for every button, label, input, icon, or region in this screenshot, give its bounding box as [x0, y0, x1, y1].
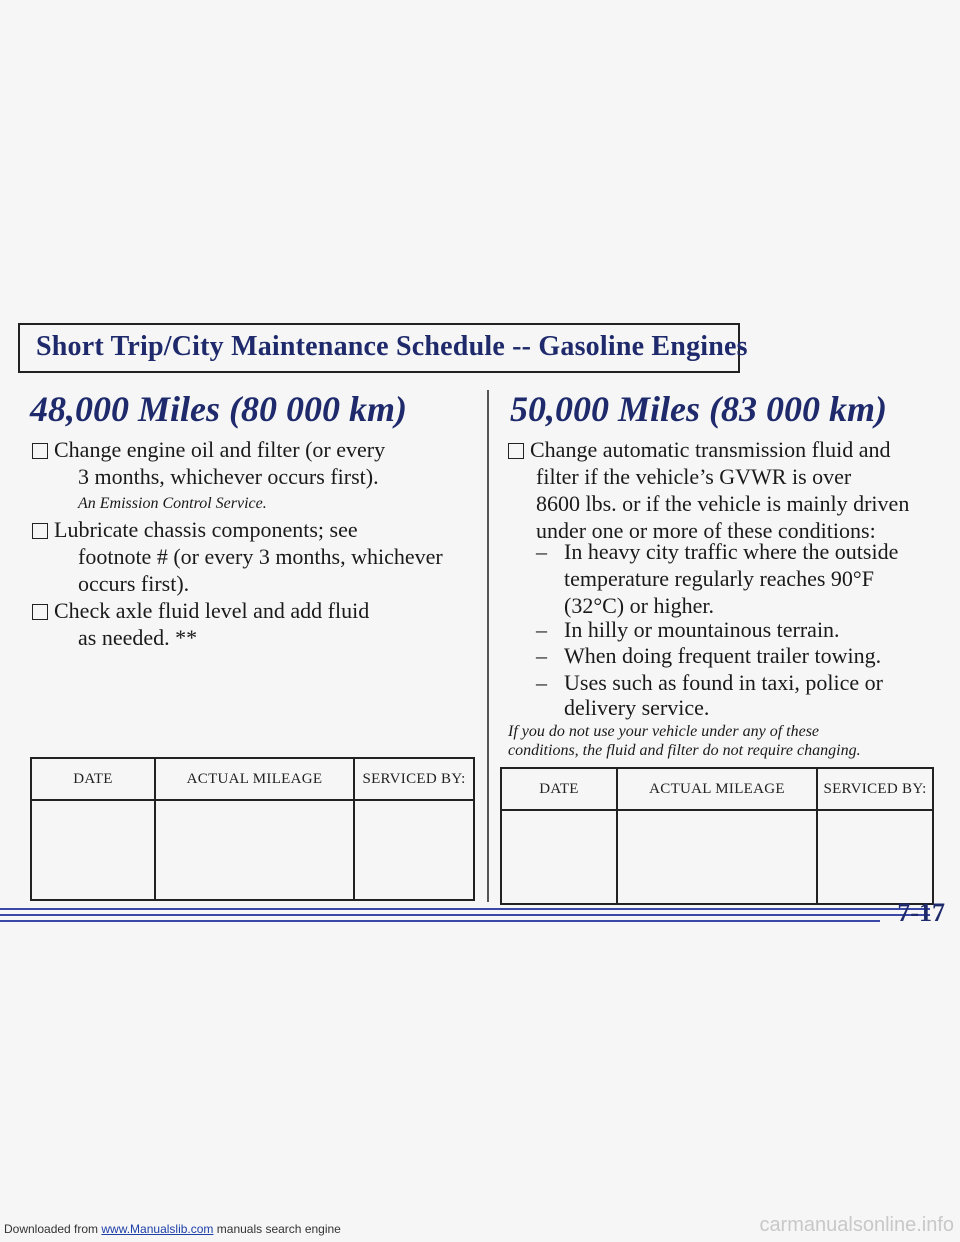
left-item-3-line1: Check axle fluid level and add fluid [32, 597, 369, 625]
right-item-line2: filter if the vehicle’s GVWR is over [536, 464, 852, 489]
table-cell-mileage[interactable] [617, 810, 817, 904]
table-cell-date[interactable] [31, 800, 155, 900]
footer-suffix: manuals search engine [213, 1222, 341, 1236]
table-header-date: DATE [31, 758, 155, 800]
right-item-line3: 8600 lbs. or if the vehicle is mainly driven [536, 491, 910, 516]
table-cell-mileage[interactable] [155, 800, 354, 900]
table-header-date: DATE [501, 768, 617, 810]
left-item-1-line1: Change engine oil and filter (or every [32, 436, 385, 464]
right-service-record-table [500, 767, 934, 905]
table-cell-serviced-by[interactable] [354, 800, 474, 900]
table-header-serviced-by: SERVICED BY: [817, 768, 933, 810]
right-note-line1: If you do not use your vehicle under any of these [508, 723, 820, 740]
left-mileage-heading: 48,000 Miles (80 000 km) [30, 389, 407, 429]
footer-prefix: Downloaded from [4, 1222, 102, 1236]
right-item-line4: under one or more of these conditions: [536, 518, 876, 543]
table-header-serviced-by: SERVICED BY: [354, 758, 474, 800]
right-note-line2: conditions, the fluid and filter do not require changing. [508, 742, 861, 759]
table-header-mileage: ACTUAL MILEAGE [617, 768, 817, 810]
left-note: An Emission Control Service. [78, 495, 267, 512]
table-header-mileage: ACTUAL MILEAGE [155, 758, 354, 800]
left-item-2-line3: occurs first). [78, 571, 190, 596]
bottom-rule-2 [0, 914, 930, 916]
condition-1-line1: – In heavy city traffic where the outside [536, 539, 899, 564]
left-service-record-table [30, 757, 475, 901]
condition-3: – When doing frequent trailer towing. [536, 643, 882, 668]
left-item-2-line1: Lubricate chassis components; see [32, 516, 358, 544]
left-item-1-line2: 3 months, whichever occurs first). [78, 464, 379, 489]
checkbox-icon[interactable] [508, 443, 524, 459]
condition-4-line1: – Uses such as found in taxi, police or [536, 670, 883, 695]
bottom-rule-3 [0, 920, 880, 922]
right-mileage-heading: 50,000 Miles (83 000 km) [510, 389, 887, 429]
checkbox-icon[interactable] [32, 604, 48, 620]
table-cell-date[interactable] [501, 810, 617, 904]
right-item-line1: Change automatic transmission fluid and [508, 436, 891, 464]
watermark: carmanualsonline.info [759, 1214, 954, 1236]
manualslib-link[interactable]: www.Manualslib.com [101, 1222, 214, 1236]
left-item-2-line2: footnote # (or every 3 months, whichever [78, 544, 443, 569]
table-cell-serviced-by[interactable] [817, 810, 933, 904]
condition-2: – In hilly or mountainous terrain. [536, 617, 840, 642]
page-number: 7-17 [897, 898, 945, 927]
condition-1-line2: temperature regularly reaches 90°F [564, 566, 874, 591]
checkbox-icon[interactable] [32, 523, 48, 539]
left-item-3-line2: as needed. ** [78, 625, 198, 650]
condition-1-line3: (32°C) or higher. [564, 593, 714, 618]
column-divider [487, 390, 489, 902]
download-footer [4, 1222, 341, 1236]
section-header-title: Short Trip/City Maintenance Schedule -- Gasoline Engines [36, 331, 748, 362]
bottom-rule-1 [0, 908, 930, 910]
checkbox-icon[interactable] [32, 443, 48, 459]
condition-4-line2: delivery service. [564, 695, 710, 720]
